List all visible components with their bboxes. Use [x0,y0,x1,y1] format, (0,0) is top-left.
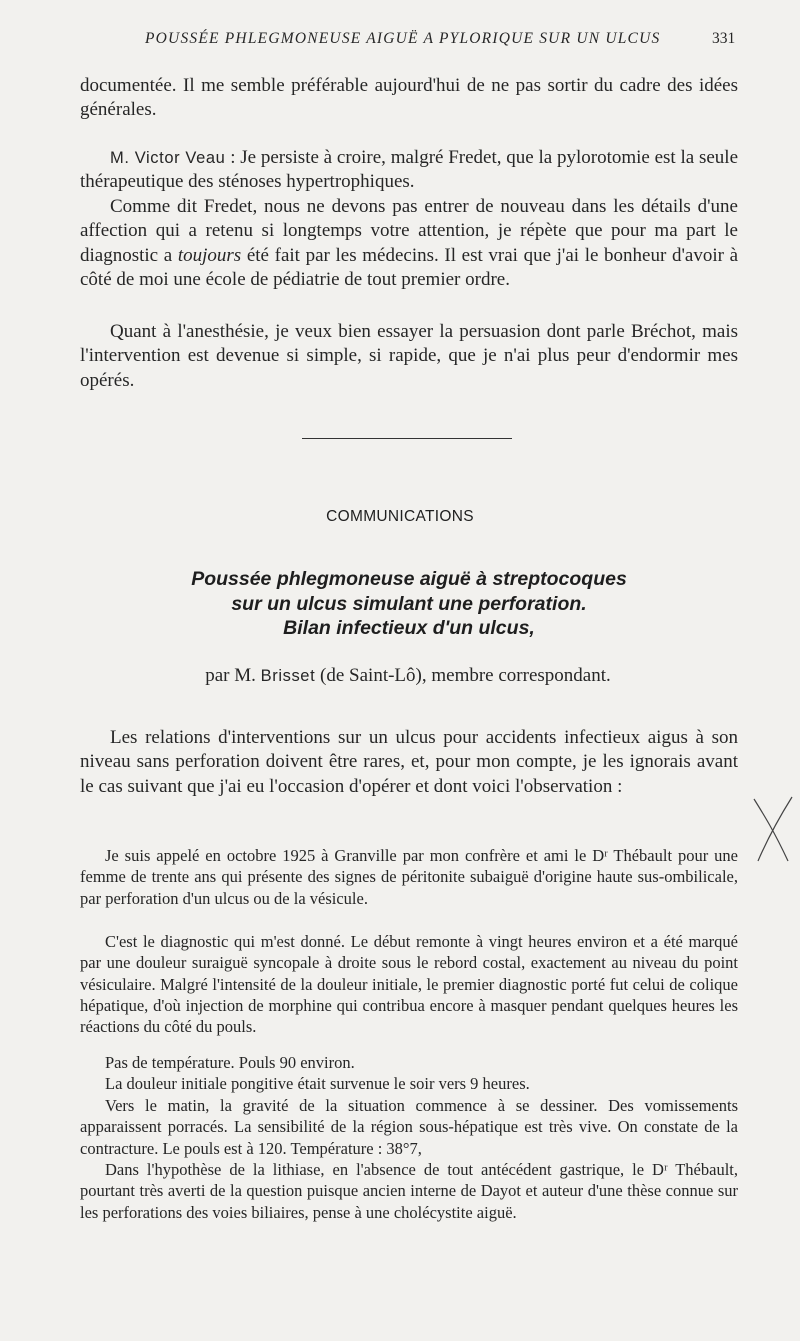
observation-paragraph: Vers le matin, la gravité de la situation commence à se dessiner. Des vomissements apparaissent porracés. La sensibilité de la région sous-hépatique est très vive. On constate de la contracture. Le pouls est à 120. Température : 38°7, [80,1096,738,1158]
speaker-name: M. Victor Veau [110,149,226,167]
section-divider [302,438,512,439]
article-title-line: Poussée phlegmoneuse aiguë à streptocoques [191,568,627,590]
emphasis-toujours: toujours [177,244,242,266]
observation-paragraph: C'est le diagnostic qui m'est donné. Le début remonte à vingt heures environ et a été marqué par une douleur suraiguë syncopale à droite sous le rebord costal, exactement au niveau du point vésiculaire. Malgré l'intensité de la douleur initiale, le premier diagnostic porté fut celui de colique hépatique, d'où injection de morphine qui contribua encore à masquer pendant quelques heures les réactions du côté du pouls. [80,932,738,1037]
byline-suffix: (de Saint-Lô), membre correspondant. [315,665,611,686]
observation-paragraph: Je suis appelé en octobre 1925 à Granville par mon confrère et ami le Dʳ Thébault pour une femme de trente ans qui présente des signes de péritonite subaiguë d'origine haute sus-ombilicale, par perforation d'un ulcus ou de la vésicule. [80,846,738,908]
article-title-line: sur un ulcus simulant une perforation. [231,592,587,615]
paragraph-veau [80,146,738,195]
article-title [0,567,800,641]
paragraph-continued: documentée. Il me semble préférable aujourd'hui de ne pas sortir du cadre des idées générales. [80,75,738,121]
paragraph-fredet [80,195,738,292]
article-title-line: Bilan infectieux d'un ulcus, [283,617,535,639]
paragraph-fredet-end: été fait par les médecins. Il est vrai que j'ai le bonheur d'avoir à côté de moi une école de pédiatrie de tout premier ordre. [80,244,739,290]
running-header [0,28,800,54]
article-intro: Les relations d'interventions sur un ulcus pour accidents infectieux aigus à son niveau sans perforation doivent être rares, et, pour mon compte, je les ignorais avant le cas suivant que j'ai eu l'occasion d'opérer et dont voici l'observation : [80,727,738,797]
pen-annotation-mark [748,795,798,865]
paragraph-veau-text: : Je persiste à croire, malgré Fredet, que la pylorotomie est la seule thérapeutique des sténoses hypertrophiques. [80,147,739,193]
byline-prefix: par M. [205,665,261,686]
observation-paragraph: Pas de température. Pouls 90 environ. [105,1053,355,1072]
paragraph-anesthesia: Quant à l'anesthésie, je veux bien essayer la persuasion dont parle Bréchot, mais l'intervention est devenue si simple, si rapide, que je n'ai plus peur d'endormir mes opérés. [80,321,738,391]
observation-paragraph: Dans l'hypothèse de la lithiase, en l'absence de tout antécédent gastrique, le Dʳ Thébault, pourtant très averti de la question puisque ancien interne de Dayot et auteur d'une thèse connue sur les perforations des voies biliaires, pense à une cholécystite aiguë. [80,1160,738,1222]
page-number: 331 [712,30,736,47]
observation-paragraph: La douleur initiale pongitive était survenue le soir vers 9 heures. [105,1074,530,1093]
author-name: Brisset [260,667,316,685]
section-title: COMMUNICATIONS [326,508,474,525]
byline [0,665,800,687]
running-title: POUSSÉE PHLEGMONEUSE AIGUË A PYLORIQUE SUR UN ULCUS [145,30,661,47]
paragraph-fredet-text: Comme dit Fredet, nous ne devons pas entrer de nouveau dans les détails d'une affection qui a retenu si longtemps votre attention, je répète que pour ma part le diagnostic a [80,196,738,266]
